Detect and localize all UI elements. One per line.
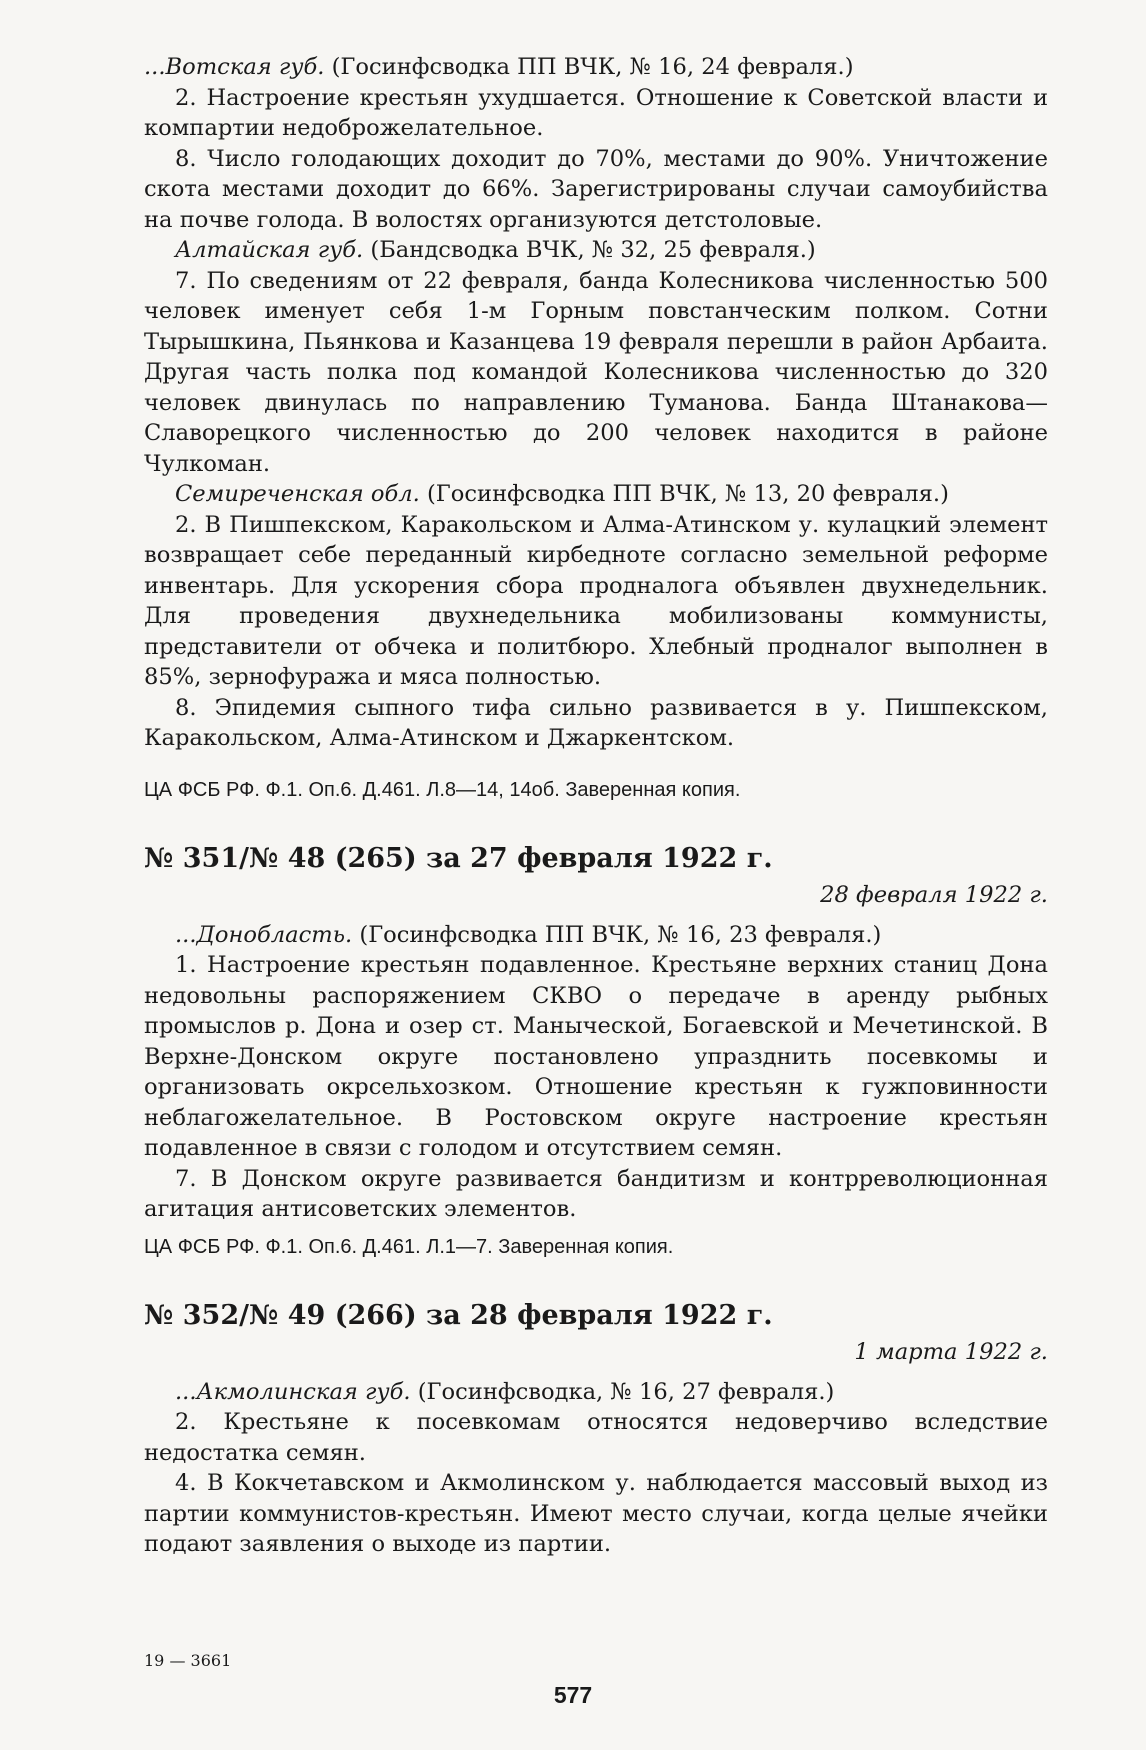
paragraph: 7. По сведениям от 22 февраля, банда Колесникова численностью 500 человек именует себя 1-м Горным повстанческим полком. Сотни Тырышкина, Пьянкова и Казанцева 19 февраля перешли в район Арбаита. Другая часть полка под командой Колесникова численностью до 320 человек двинулась по направлению Туманова. Банда Штанакова—Славорецкого численностью до 200 человек находится в районе Чулкоман. (144, 267, 1048, 477)
region-name: ...Акмолинская губ. (175, 1378, 411, 1405)
region-line (144, 1377, 1048, 1408)
paragraph: 2. Настроение крестьян ухудшается. Отношение к Советской власти и компартии недоброжелательное. (144, 84, 1048, 141)
region-line (144, 52, 1048, 83)
text-column (144, 52, 1048, 1560)
paragraph: 7. В Донском округе развивается бандитизм и контрреволюционная агитация антисоветских элементов. (144, 1165, 1048, 1222)
printer-signature: 19 — 3661 (144, 1651, 232, 1670)
paragraph: 8. Эпидемия сыпного тифа сильно развивается в у. Пишпекском, Каракольском, Алма-Атинском и Джаркентском. (144, 694, 1048, 751)
source-ref: (Госинфсводка, № 16, 27 февраля.) (410, 1378, 835, 1405)
region-name: Семиреченская обл. (175, 481, 420, 507)
archive-reference: ЦА ФСБ РФ. Ф.1. Оп.6. Д.461. Л.1—7. Заверенная копия. (144, 1235, 674, 1258)
paragraph: 2. Крестьяне к посевкомам относятся недоверчиво вследствие недостатка семян. (144, 1409, 1048, 1466)
source-ref: (Госинфсводка ПП ВЧК, № 16, 23 февраля.) (352, 921, 882, 948)
source-ref: (Бандсводка ВЧК, № 32, 25 февраля.) (363, 237, 816, 263)
paragraph: 1. Настроение крестьян подавленное. Крестьяне верхних станиц Дона недовольны распоряжением СКВО о передаче в аренду рыбных промыслов р. Дона и озер ст. Манычеcкой, Богаевской и Мечетинской. В Верхне-Донском округе постановлено упразднить посевкомы и организовать окрсельхозком. Отношение крестьян к гужповинности неблагожелательное. В Ростовском округе настроение крестьян подавленное в связи с голодом и отсутствием семян. (144, 952, 1048, 1161)
document-date: 1 марта 1922 г. (854, 1338, 1048, 1365)
region-name: ...Донобласть. (175, 921, 353, 948)
region-line (144, 235, 1048, 266)
document-date: 28 февраля 1922 г. (820, 881, 1048, 908)
region-line (144, 479, 1048, 510)
paragraph: 8. Число голодающих доходит до 70%, местами до 90%. Уничтожение скота местами доходит до 66%. Зарегистрированы случаи самоубийства на почве голода. В волостях организуются детстоловые. (144, 145, 1048, 233)
region-name: Алтайская губ. (175, 237, 364, 263)
page-number: 577 (553, 1682, 593, 1708)
paragraph: 2. В Пишпекском, Каракольском и Алма-Атинском у. кулацкий элемент возвращает себе переданный кирбедноте согласно земельной реформе инвентарь. Для ускорения сбора продналога объявлен двухнедельник. Для проведения двухнедельника мобилизованы коммунисты, представители от обчека и политбюро. Хлебный продналог выполнен в 85%, зернофуража и мяса полностью. (144, 511, 1048, 690)
document-heading: № 351/№ 48 (265) за 27 февраля 1922 г. (144, 842, 773, 874)
region-line (144, 920, 1048, 951)
source-ref: (Госинфсводка ПП ВЧК, № 13, 20 февраля.) (419, 481, 949, 507)
archive-reference: ЦА ФСБ РФ. Ф.1. Оп.6. Д.461. Л.8—14, 14об. Заверенная копия. (144, 778, 741, 801)
document-heading: № 352/№ 49 (266) за 28 февраля 1922 г. (144, 1299, 773, 1331)
paragraph: 4. В Кокчетавском и Акмолинском у. наблюдается массовый выход из партии коммунистов-крестьян. Имеют место случаи, когда целые ячейки подают заявления о выходе из партии. (144, 1470, 1048, 1557)
source-ref: (Госинфсводка ПП ВЧК, № 16, 24 февраля.) (324, 54, 854, 80)
region-name: ...Вотская губ. (144, 54, 325, 80)
